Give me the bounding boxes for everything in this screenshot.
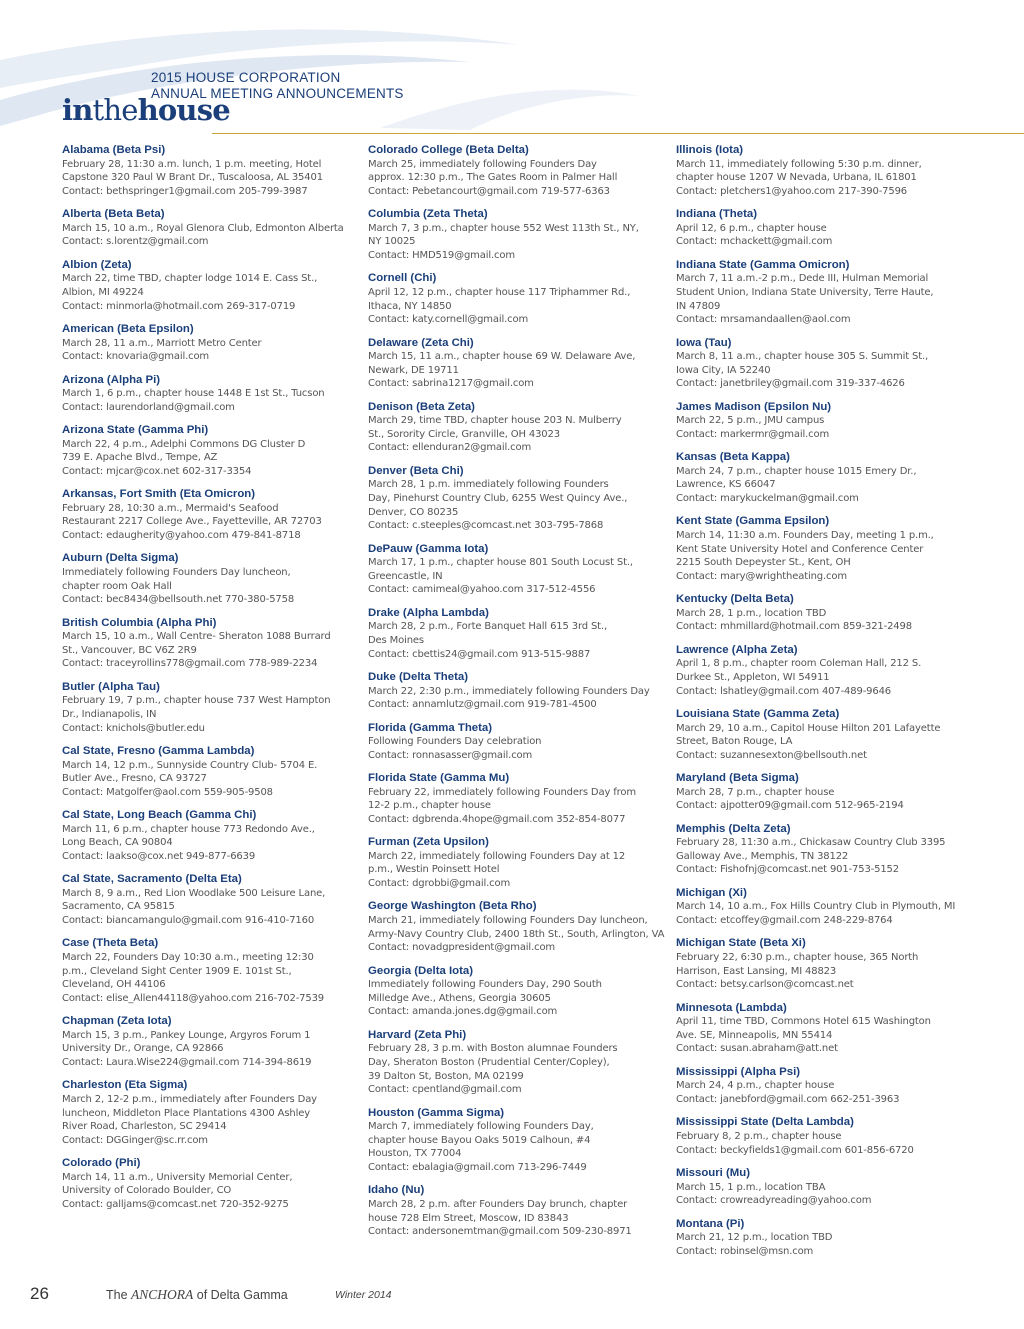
chapter-entry (368, 772, 668, 826)
chapter-entry (676, 1116, 976, 1157)
header-divider (212, 133, 1024, 134)
masthead-part-the: the (92, 93, 138, 127)
chapter-entry (62, 1079, 362, 1147)
chapter-meeting-details: March 22, Founders Day 10:30 a.m., meeting 12:30 p.m., Cleveland Sight Center 1909 E. 101st St., Cleveland, OH 44106 Contact: elise_Allen44118@yahoo.com 216-702-7539 (62, 952, 325, 1004)
chapter-name: Delaware (Zeta Chi) (368, 336, 474, 349)
chapter-entry (62, 809, 362, 863)
chapter-meeting-details: March 29, 10 a.m., Capitol House Hilton 201 Lafayette Street, Baton Rouge, LA Contact: suzannesexton@bellsouth.net (676, 722, 941, 761)
chapter-entry (62, 259, 362, 313)
chapter-name: British Columbia (Alpha Phi) (62, 616, 217, 629)
chapter-name: Kent State (Gamma Epsilon) (676, 515, 830, 528)
chapter-entry (62, 1157, 362, 1211)
chapter-meeting-details: February 28, 11:30 a.m. lunch, 1 p.m. meeting, Hotel Capstone 320 Paul W Brant Dr., Tuscaloosa, AL 35401 Contact: bethspringer1@gmail.com 205-799-3987 (62, 158, 323, 197)
chapter-name: Indiana State (Gamma Omicron) (676, 258, 850, 271)
chapter-meeting-details: Immediately following Founders Day luncheon, chapter room Oak Hall Contact: bec8434@bellsouth.net 770-380-5758 (62, 567, 295, 606)
chapter-meeting-details: February 8, 2 p.m., chapter house Contact: beckyfields1@gmail.com 601-856-6720 (676, 1130, 914, 1156)
chapter-name: Arizona (Alpha Pi) (62, 373, 161, 386)
chapter-entry (62, 374, 362, 415)
chapter-entry (368, 900, 668, 954)
chapter-name: Alabama (Beta Psi) (62, 144, 166, 156)
chapter-entry (62, 208, 362, 249)
chapter-meeting-details: April 11, time TBD, Commons Hotel 615 Washington Ave. SE, Minneapolis, MN 55414 Contact: susan.abraham@att.net (676, 1016, 931, 1055)
chapter-meeting-details: March 28, 2 p.m. after Founders Day brunch, chapter house 728 Elm Street, Moscow, ID 83843 Contact: andersonemtman@gmail.com 509-230-8971 (368, 1198, 632, 1238)
kicker-line-2: ANNUAL MEETING ANNOUNCEMENTS (151, 85, 404, 101)
chapter-meeting-details: March 14, 11:30 a.m. Founders Day, meeting 1 p.m., Kent State University Hotel and Conference Center 2215 South Depeyster St., Kent, OH Contact: mary@wrightheating.com (676, 530, 934, 582)
chapter-entry (62, 681, 362, 735)
chapter-name: Colorado (Phi) (62, 1157, 141, 1170)
chapter-meeting-details: March 15, 11 a.m., chapter house 69 W. Delaware Ave, Newark, DE 19711 Contact: sabrina1217@gmail.com (368, 351, 636, 390)
chapter-name: Cal State, Fresno (Gamma Lambda) (62, 744, 255, 757)
chapter-meeting-details: February 28, 10:30 a.m., Mermaid's Seafood Restaurant 2217 College Ave., Fayetteville, AR 72703 Contact: edaugherity@yahoo.com 479-841-8718 (62, 502, 322, 542)
masthead-part-in: in (62, 93, 93, 127)
chapter-meeting-details: March 7, 3 p.m., chapter house 552 West 113th St., NY, NY 10025 Contact: HMD519@gmail.com (368, 222, 639, 261)
page-number: 26 (30, 1284, 49, 1303)
chapter-entry (676, 644, 976, 698)
chapter-name: George Washington (Beta Rho) (368, 900, 537, 913)
chapter-entry (368, 272, 668, 326)
chapter-meeting-details: March 22, 4 p.m., Adelphi Commons DG Cluster D 739 E. Apache Blvd., Tempe, AZ Contact: mjcar@cox.net 602-317-3354 (62, 438, 306, 477)
chapter-entry (368, 965, 668, 1019)
chapter-meeting-details: March 28, 2 p.m., Forte Banquet Hall 615 3rd St., Des Moines Contact: cbettis24@gmail.com 913-515-9887 (368, 621, 607, 660)
chapter-name: James Madison (Epsilon Nu) (676, 400, 832, 413)
chapter-entry (676, 887, 976, 928)
chapter-entry (368, 1029, 668, 1097)
chapter-name: Indiana (Theta) (676, 208, 758, 221)
chapter-meeting-details: March 1, 6 p.m., chapter house 1448 E 1st St., Tucson Contact: laurendorland@gmail.com (62, 388, 325, 413)
chapter-name: Louisiana State (Gamma Zeta) (676, 707, 840, 720)
chapter-entry (676, 144, 976, 198)
chapter-meeting-details: April 1, 8 p.m., chapter room Coleman Hall, 212 S. Durkee St., Appleton, WI 54911 Contact: lshatley@gmail.com 407-489-9646 (676, 658, 922, 697)
chapter-entry (368, 337, 668, 391)
chapter-meeting-details: March 28, 1 p.m. immediately following Founders Day, Pinehurst Country Club, 6255 West Quincy Ave., Denver, CO 80235 Contact: c.steeples@comcast.net 303-795-7868 (368, 479, 628, 532)
chapter-meeting-details: March 22, immediately following Founders Day at 12 p.m., Westin Poinsett Hotel Contact: dgrobbi@gmail.com (368, 850, 626, 890)
chapter-entry (676, 823, 976, 877)
kicker-line-1: 2015 HOUSE CORPORATION (151, 70, 341, 85)
chapter-name: Illinois (Iota) (676, 144, 744, 156)
chapter-meeting-details: March 24, 4 p.m., chapter house Contact: janebford@gmail.com 662-251-3963 (676, 1080, 900, 1105)
chapter-name: Georgia (Delta Iota) (368, 964, 474, 977)
chapter-name: Memphis (Delta Zeta) (676, 822, 791, 835)
chapter-meeting-details: March 8, 9 a.m., Red Lion Woodlake 500 Leisure Lane, Sacramento, CA 95815 Contact: biancamangulo@gmail.com 916-410-7160 (62, 887, 326, 927)
chapter-name: Maryland (Beta Sigma) (676, 772, 799, 785)
chapter-meeting-details: February 22, immediately following Founders Day from 12-2 p.m., chapter house Contact: dgbrenda.4hope@gmail.com 352-854-8077 (368, 786, 636, 825)
chapter-name: Drake (Alpha Lambda) (368, 606, 489, 619)
chapter-name: Lawrence (Alpha Zeta) (676, 643, 798, 656)
chapter-entry (62, 323, 362, 364)
chapter-name: Chapman (Zeta Iota) (62, 1015, 172, 1028)
chapter-entry (676, 401, 976, 442)
chapter-name: Idaho (Nu) (368, 1184, 425, 1197)
chapter-meeting-details: March 15, 1 p.m., location TBA Contact: crowreadyreading@yahoo.com (676, 1181, 872, 1207)
chapter-name: Cal State, Long Beach (Gamma Chi) (62, 809, 257, 822)
chapter-meeting-details: Following Founders Day celebration Contact: ronnasasser@gmail.com (368, 736, 542, 761)
chapter-entry (676, 451, 976, 505)
chapter-name: Albion (Zeta) (62, 258, 132, 271)
chapter-meeting-details: March 7, 11 a.m.-2 p.m., Dede III, Hulman Memorial Student Union, Indiana State University, Terre Haute, IN 47809 Contact: mrsamandaallen@aol.com (676, 273, 934, 326)
column-1 (62, 144, 362, 1221)
chapter-name: Butler (Alpha Tau) (62, 680, 160, 693)
chapter-name: Duke (Delta Theta) (368, 670, 469, 683)
chapter-entry (62, 552, 362, 606)
chapter-entry (676, 1218, 976, 1259)
chapter-meeting-details: March 14, 11 a.m., University Memorial Center, University of Colorado Boulder, CO Contact: galljams@comcast.net 720-352-9275 (62, 1171, 293, 1210)
publication-title: ANCHORA (131, 1287, 194, 1302)
chapter-entry (62, 873, 362, 927)
chapter-entry (368, 722, 668, 763)
chapter-entry (368, 836, 668, 890)
chapter-name: Charleston (Eta Sigma) (62, 1079, 188, 1092)
chapter-name: Colorado College (Beta Delta) (368, 144, 529, 156)
chapter-entry (368, 401, 668, 455)
chapter-name: Denison (Beta Zeta) (368, 400, 475, 413)
issue-date: Winter 2014 (335, 1289, 392, 1301)
chapter-meeting-details: February 28, 11:30 a.m., Chickasaw Country Club 3395 Galloway Ave., Memphis, TN 38122 Contact: Fishofnj@comcast.net 901-753-5152 (676, 837, 946, 876)
chapter-entry (368, 671, 668, 712)
chapter-entry (62, 745, 362, 799)
chapter-meeting-details: March 28, 7 p.m., chapter house Contact: ajpotter09@gmail.com 512-965-2194 (676, 786, 904, 812)
chapter-entry (62, 488, 362, 542)
chapter-entry (368, 607, 668, 661)
chapter-name: DePauw (Gamma Iota) (368, 542, 489, 555)
chapter-entry (368, 1184, 668, 1238)
page-footer (0, 1282, 1024, 1312)
chapter-meeting-details: March 28, 1 p.m., location TBD Contact: mhmillard@hotmail.com 859-321-2498 (676, 607, 912, 633)
chapter-name: Case (Theta Beta) (62, 937, 159, 950)
chapter-name: Michigan State (Beta Xi) (676, 937, 806, 950)
publication-suffix: of Delta Gamma (193, 1288, 288, 1302)
chapter-meeting-details: March 8, 11 a.m., chapter house 305 S. Summit St., Iowa City, IA 52240 Contact: janetbriley@gmail.com 319-337-4626 (676, 351, 929, 390)
chapter-meeting-details: March 21, 12 p.m., location TBD Contact: robinsel@msn.com (676, 1232, 833, 1257)
chapter-meeting-details: March 22, 2:30 p.m., immediately following Founders Day Contact: annamlutz@gmail.com 919-781-4500 (368, 685, 650, 711)
publication-name (106, 1287, 288, 1303)
chapter-name: American (Beta Epsilon) (62, 322, 194, 335)
chapter-name: Cornell (Chi) (368, 272, 437, 285)
chapter-entry (368, 465, 668, 533)
chapter-entry (368, 1107, 668, 1175)
chapter-name: Iowa (Tau) (676, 336, 732, 349)
chapter-meeting-details: March 22, 5 p.m., JMU campus Contact: markermr@gmail.com (676, 415, 830, 440)
chapter-meeting-details: March 24, 7 p.m., chapter house 1015 Emery Dr., Lawrence, KS 66047 Contact: marykuckelman@gmail.com (676, 465, 917, 505)
chapter-name: Mississippi (Alpha Psi) (676, 1065, 801, 1078)
chapter-meeting-details: March 28, 11 a.m., Marriott Metro Center Contact: knovaria@gmail.com (62, 337, 262, 363)
chapter-meeting-details: April 12, 6 p.m., chapter house Contact: mchackett@gmail.com (676, 222, 833, 248)
chapter-name: Montana (Pi) (676, 1217, 745, 1230)
chapter-meeting-details: March 14, 10 a.m., Fox Hills Country Club in Plymouth, MI Contact: etcoffey@gmail.com 248-229-8764 (676, 901, 956, 927)
chapter-name: Michigan (Xi) (676, 886, 747, 899)
chapter-entry (368, 543, 668, 597)
chapter-name: Harvard (Zeta Phi) (368, 1028, 467, 1041)
chapter-name: Kansas (Beta Kappa) (676, 451, 790, 464)
chapter-entry (676, 259, 976, 327)
chapter-meeting-details: March 15, 10 a.m., Wall Centre- Sheraton 1088 Burrard St., Vancouver, BC V6Z 2R9 Contact: traceyrollins778@gmail.com 778-989-2234 (62, 631, 331, 670)
chapter-name: Minnesota (Lambda) (676, 1001, 787, 1014)
chapter-meeting-details: March 15, 10 a.m., Royal Glenora Club, Edmonton Alberta Contact: s.lorentz@gmail.com (62, 222, 344, 248)
chapter-meeting-details: March 14, 12 p.m., Sunnyside Country Club- 5704 E. Butler Ave., Fresno, CA 93727 Contact: Matgolfer@aol.com 559-905-9508 (62, 759, 318, 798)
chapter-entry (676, 1167, 976, 1208)
chapter-entry (62, 144, 362, 198)
chapter-entry (62, 1015, 362, 1069)
chapter-meeting-details: March 15, 3 p.m., Pankey Lounge, Argyros Forum 1 University Dr., Orange, CA 92866 Contact: Laura.Wise224@gmail.com 714-394-8619 (62, 1029, 312, 1068)
chapter-entry (62, 937, 362, 1005)
chapter-name: Houston (Gamma Sigma) (368, 1106, 505, 1119)
chapter-name: Auburn (Delta Sigma) (62, 552, 179, 565)
chapter-meeting-details: March 11, immediately following 5:30 p.m. dinner, chapter house 1207 W Nevada, Urbana, IL 61801 Contact: pletchers1@yahoo.com 217-390-7596 (676, 158, 922, 197)
chapter-entry (676, 593, 976, 634)
chapter-meeting-details: March 21, immediately following Founders Day luncheon, Army-Navy Country Club, 2400 18th St., South, Arlington, VA Contact: novadgpresident@gmail.com (368, 915, 665, 954)
masthead-title (62, 93, 230, 127)
chapter-meeting-details: February 22, 6:30 p.m., chapter house, 365 North Harrison, East Lansing, MI 48823 Contact: betsy.carlson@comcast.net (676, 952, 919, 991)
chapter-meeting-details: March 11, 6 p.m., chapter house 773 Redondo Ave., Long Beach, CA 90804 Contact: laakso@cox.net 949-877-6639 (62, 823, 315, 862)
chapter-meeting-details: March 25, immediately following Founders Day approx. 12:30 p.m., The Gates Room in Palmer Hall Contact: Pebetancourt@gmail.com 719-577-6363 (368, 158, 618, 197)
chapter-name: Mississippi State (Delta Lambda) (676, 1116, 854, 1129)
chapter-entry (676, 1002, 976, 1056)
chapter-meeting-details: March 2, 12-2 p.m., immediately after Founders Day luncheon, Middleton Place Plantations 4300 Ashley River Road, Charleston, SC 29414 Contact: DGGinger@sc.rr.com (62, 1093, 317, 1146)
chapter-name: Columbia (Zeta Theta) (368, 208, 488, 221)
chapter-meeting-details: March 17, 1 p.m., chapter house 801 South Locust St., Greencastle, IN Contact: camimeal@yahoo.com 317-512-4556 (368, 557, 633, 596)
chapter-meeting-details: April 12, 12 p.m., chapter house 117 Triphammer Rd., Ithaca, NY 14850 Contact: katy.cornell@gmail.com (368, 286, 631, 326)
chapter-name: Furman (Zeta Upsilon) (368, 836, 489, 849)
chapter-entry (676, 1066, 976, 1107)
chapter-name: Arizona State (Gamma Phi) (62, 424, 209, 437)
column-2 (368, 144, 668, 1249)
chapter-name: Arkansas, Fort Smith (Eta Omicron) (62, 488, 256, 501)
chapter-entry (676, 208, 976, 249)
chapter-meeting-details: March 22, time TBD, chapter lodge 1014 E. Cass St., Albion, MI 49224 Contact: minmorla@hotmail.com 269-317-0719 (62, 273, 318, 312)
chapter-name: Denver (Beta Chi) (368, 464, 464, 477)
chapter-meeting-details: March 29, time TBD, chapter house 203 N. Mulberry St., Sorority Circle, Granville, OH 43023 Contact: ellenduran2@gmail.com (368, 415, 622, 454)
chapter-entry (368, 208, 668, 262)
chapter-meeting-details: Immediately following Founders Day, 290 South Milledge Ave., Athens, Georgia 30605 Contact: amanda.jones.dg@gmail.com (368, 979, 602, 1018)
chapter-name: Cal State, Sacramento (Delta Eta) (62, 873, 242, 886)
chapter-name: Florida State (Gamma Mu) (368, 772, 510, 785)
chapter-name: Florida (Gamma Theta) (368, 721, 493, 734)
chapter-entry (676, 337, 976, 391)
chapter-meeting-details: February 19, 7 p.m., chapter house 737 West Hampton Dr., Indianapolis, IN Contact: knichols@butler.edu (62, 695, 331, 734)
chapter-meeting-details: February 28, 3 p.m. with Boston alumnae Founders Day, Sheraton Boston (Prudential Center/Copley), 39 Dalton St, Boston, MA 02199 Contact: cpentland@gmail.com (368, 1043, 618, 1096)
publication-prefix: The (106, 1288, 132, 1302)
chapter-entry (676, 772, 976, 813)
chapter-entry (62, 424, 362, 478)
column-3 (676, 144, 976, 1268)
chapter-entry (676, 937, 976, 991)
chapter-entry (676, 515, 976, 583)
chapter-entry (62, 617, 362, 671)
chapter-meeting-details: March 7, immediately following Founders Day, chapter house Bayou Oaks 5019 Calhoun, #4 Houston, TX 77004 Contact: ebalagia@gmail.com 713-296-7449 (368, 1121, 594, 1173)
chapter-entry (676, 708, 976, 762)
masthead-part-house: house (137, 93, 230, 127)
chapter-entry (368, 144, 668, 198)
chapter-name: Missouri (Mu) (676, 1166, 751, 1179)
chapter-name: Alberta (Beta Beta) (62, 208, 165, 221)
chapter-name: Kentucky (Delta Beta) (676, 593, 794, 606)
